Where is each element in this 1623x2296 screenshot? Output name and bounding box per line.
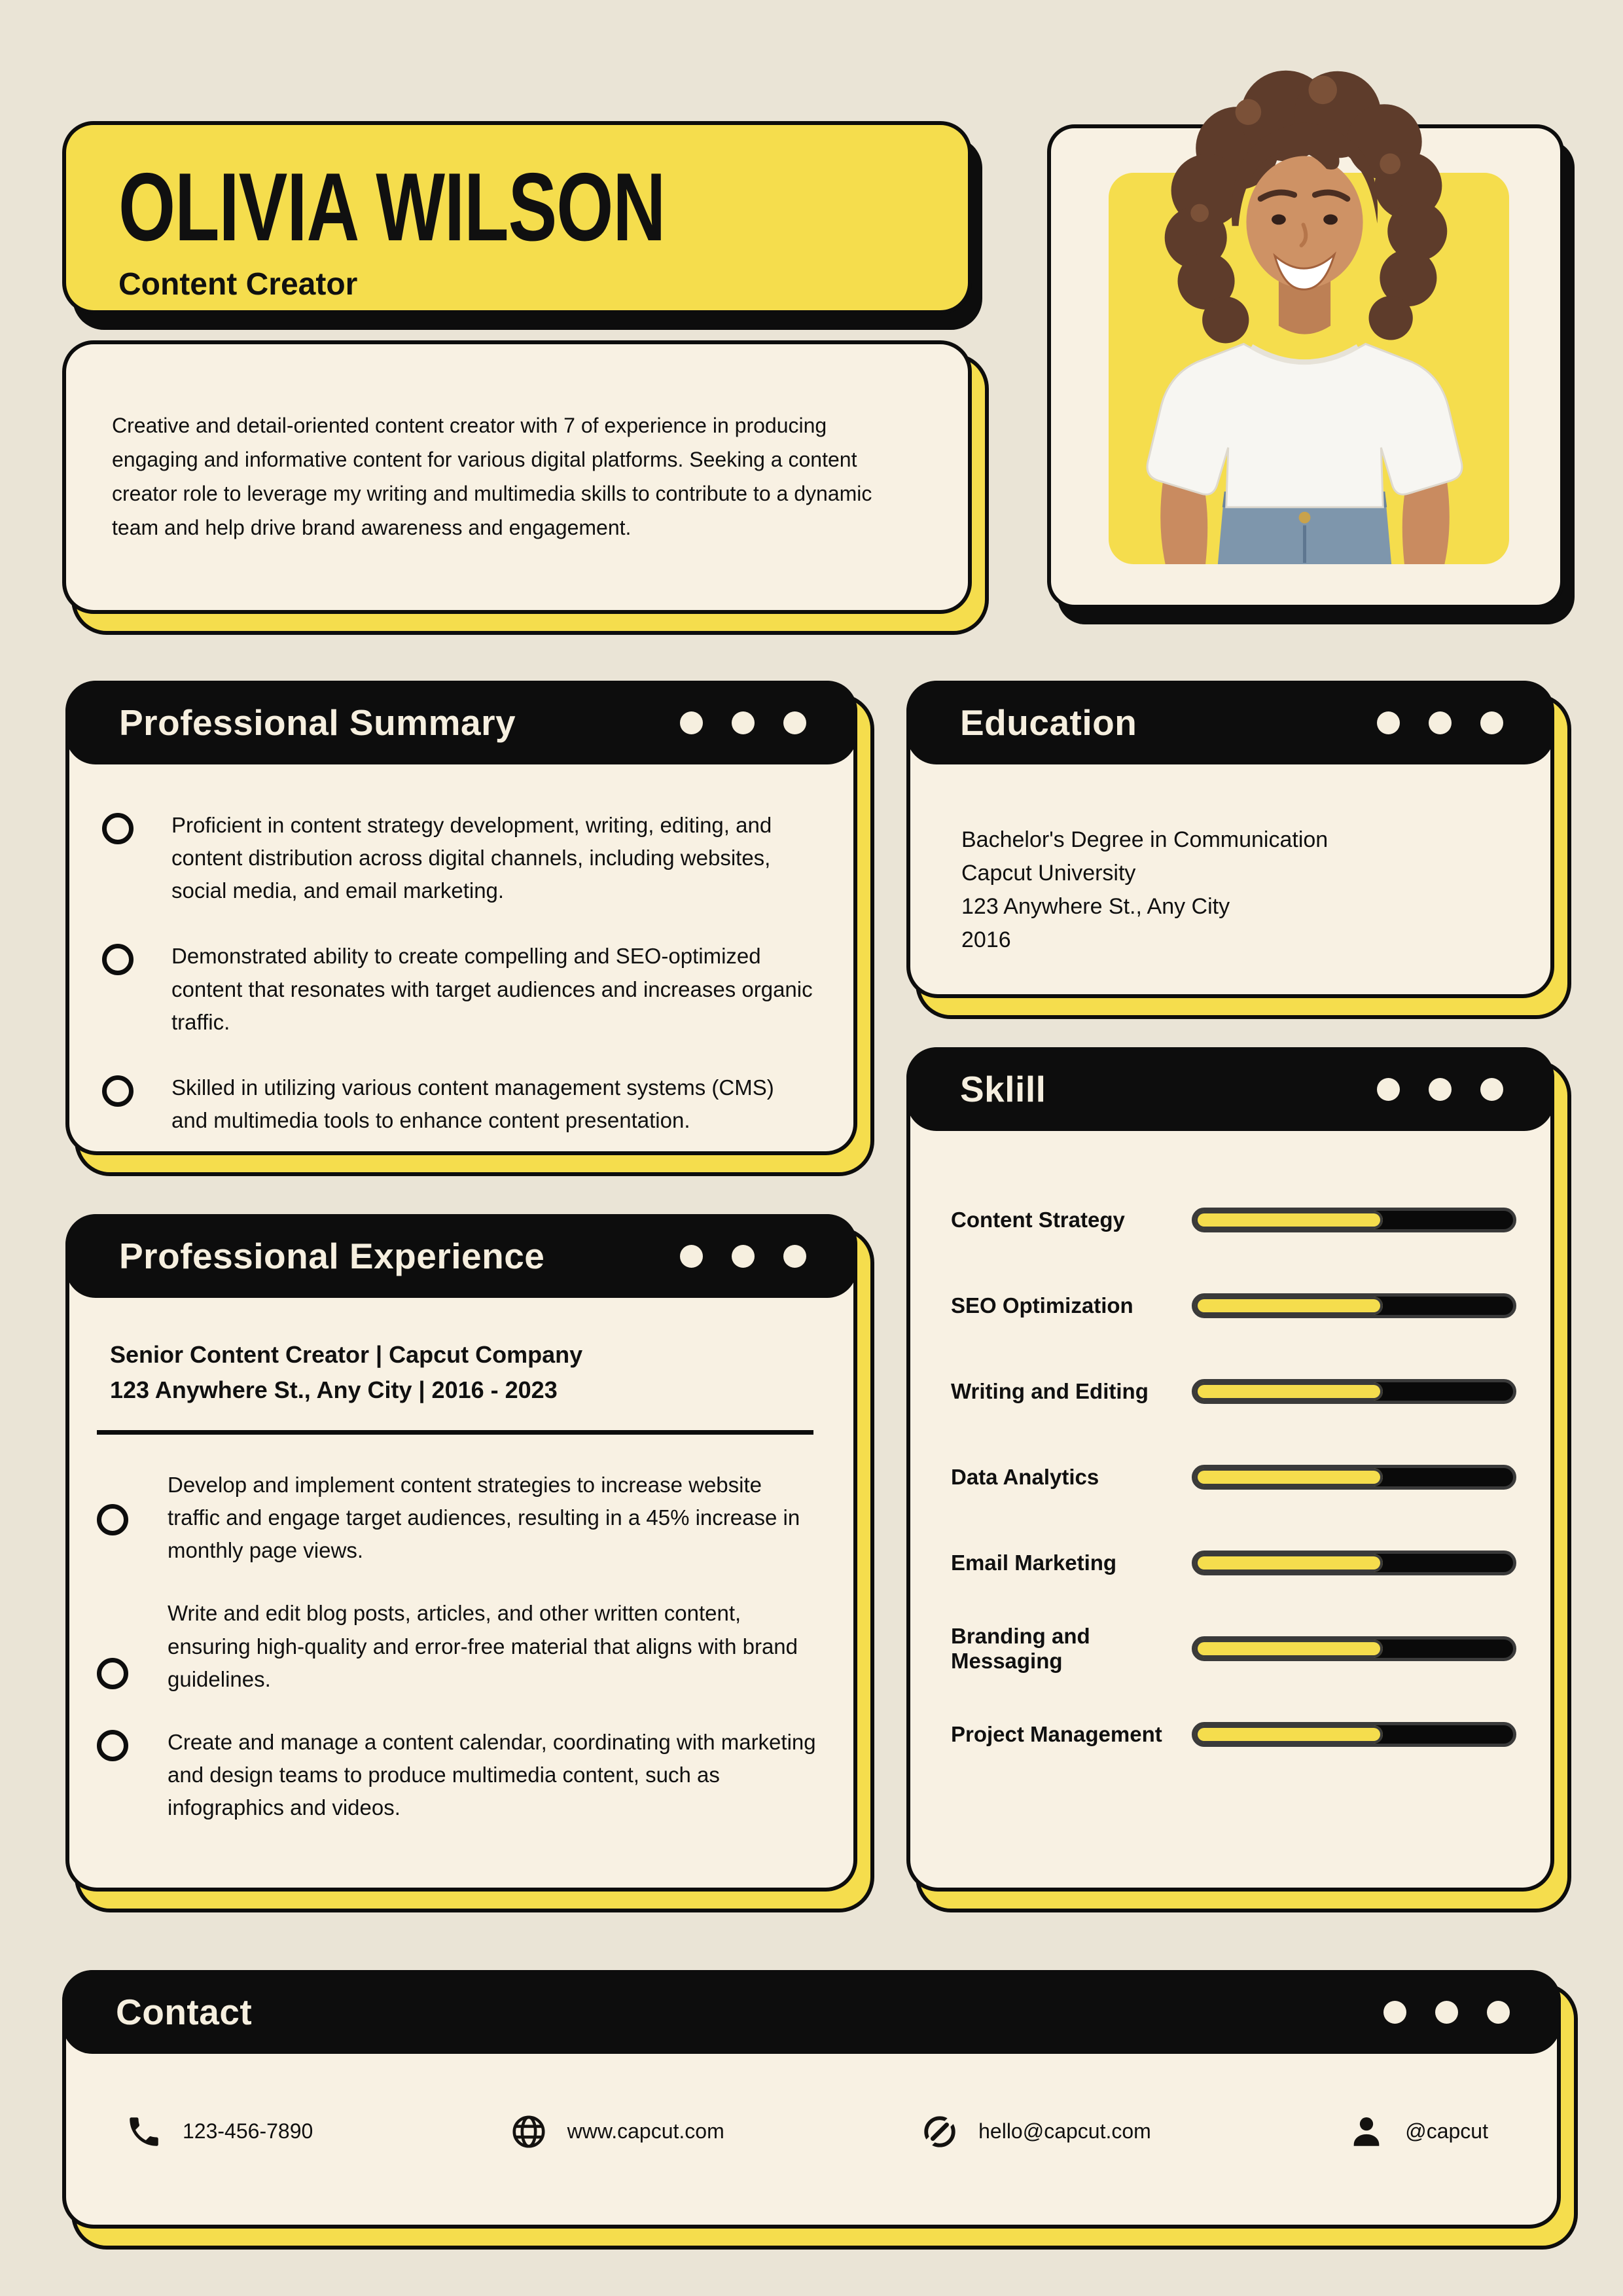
experience-bullet (97, 1469, 817, 1567)
skill-row (951, 1348, 1516, 1434)
window-dot-icon (783, 711, 806, 734)
skill-bar-fill (1195, 1211, 1383, 1229)
window-dots (680, 1245, 806, 1268)
window-dot-icon (1429, 1078, 1452, 1101)
summary-bullet (102, 1071, 815, 1137)
skill-bar-fill (1195, 1297, 1383, 1315)
window-dot-icon (1480, 1078, 1503, 1101)
contact-title: Contact (116, 1992, 253, 2032)
skill-bar (1192, 1208, 1516, 1232)
experience-role: Senior Content Creator | Capcut Company (110, 1341, 583, 1368)
education-line: Capcut University (961, 861, 1136, 886)
window-dot-icon (1487, 2001, 1510, 2024)
window-dots (1377, 711, 1503, 734)
skill-bar (1192, 1465, 1516, 1490)
experience-divider (97, 1430, 813, 1435)
professional-summary-card (65, 681, 857, 1155)
skill-row (951, 1263, 1516, 1348)
experience-bullet-text: Create and manage a content calendar, coordinating with marketing and design teams to produce multimedia content, such as infographics and videos. (168, 1729, 816, 1820)
experience-bullet-text: Develop and implement content strategies to increase website traffic and engage target audiences, resulting in a 45% increase in monthly page views. (168, 1473, 800, 1563)
education-line: 2016 (961, 927, 1011, 952)
experience-title: Professional Experience (119, 1236, 545, 1276)
skill-bar-fill (1195, 1382, 1383, 1401)
experience-bullet (97, 1597, 817, 1695)
summary-bullet-text: Skilled in utilizing various content management systems (CMS) and multimedia tools to enhance content presentation. (171, 1075, 774, 1133)
skill-label: Branding and Messaging (951, 1623, 1090, 1673)
job-title: Content Creator (118, 267, 358, 302)
skill-label: Email Marketing (951, 1550, 1117, 1575)
skill-bar-fill (1195, 1640, 1383, 1658)
link-icon (921, 2113, 959, 2151)
skill-label: Project Management (951, 1721, 1162, 1746)
skill-row (951, 1691, 1516, 1777)
window-dot-icon (1480, 711, 1503, 734)
phone-icon (125, 2113, 163, 2151)
skill-bar (1192, 1636, 1516, 1661)
title-card (62, 121, 972, 314)
window-dot-icon (1383, 2001, 1406, 2024)
skill-label: Writing and Editing (951, 1378, 1149, 1403)
contact-row (66, 2058, 1557, 2225)
summary-title: Professional Summary (119, 702, 516, 743)
page-title: OLIVIA WILSON (118, 152, 666, 261)
window-dot-icon (1429, 711, 1452, 734)
bullet-circle-icon (97, 1658, 128, 1689)
contact-text: www.capcut.com (567, 2119, 724, 2143)
window-dot-icon (732, 711, 755, 734)
skills-card (906, 1047, 1554, 1892)
window-dot-icon (680, 1245, 703, 1268)
summary-bullet (102, 809, 815, 907)
contact-header (62, 1970, 1561, 2054)
skill-bar (1192, 1551, 1516, 1575)
skill-label: Data Analytics (951, 1464, 1099, 1489)
education-title: Education (960, 702, 1137, 743)
contact-item[interactable] (510, 2113, 724, 2151)
skill-row (951, 1177, 1516, 1263)
education-line: 123 Anywhere St., Any City (961, 894, 1230, 919)
window-dot-icon (783, 1245, 806, 1268)
window-dot-icon (732, 1245, 755, 1268)
skill-row (951, 1520, 1516, 1605)
skill-row (951, 1605, 1516, 1691)
contact-item[interactable] (1347, 2113, 1488, 2151)
experience-meta: 123 Anywhere St., Any City | 2016 - 2023 (110, 1376, 558, 1403)
skill-bar (1192, 1722, 1516, 1747)
window-dots (1383, 2001, 1510, 2024)
skill-row (951, 1434, 1516, 1520)
window-dot-icon (1435, 2001, 1458, 2024)
window-dot-icon (1377, 711, 1400, 734)
window-dots (680, 711, 806, 734)
experience-bullet (97, 1726, 817, 1824)
skill-bar-fill (1195, 1468, 1383, 1486)
intro-card (62, 340, 972, 614)
bullet-circle-icon (97, 1730, 128, 1761)
photo-card (1047, 124, 1564, 609)
professional-experience-card (65, 1214, 857, 1892)
skills-header (906, 1047, 1554, 1131)
window-dot-icon (680, 711, 703, 734)
experience-bullet-text: Write and edit blog posts, articles, and other written content, ensuring high-quality and error-free material that aligns with brand guidelines. (168, 1601, 798, 1691)
contact-card (62, 1970, 1561, 2229)
education-line: Bachelor's Degree in Communication (961, 827, 1329, 852)
contact-item[interactable] (921, 2113, 1151, 2151)
contact-item[interactable] (125, 2113, 313, 2151)
experience-bullet-list (97, 1469, 817, 1824)
intro-text: Creative and detail-oriented content creator with 7 of experience in producing engaging and informative content for various digital platforms. Seeking a content creator role to leverage my writing and multimedia skills to contribute to a dynamic team and help drive brand awareness and engagement. (112, 414, 872, 539)
experience-header (65, 1214, 857, 1298)
skill-bar-fill (1195, 1554, 1383, 1572)
education-card (906, 681, 1554, 998)
skill-bar (1192, 1379, 1516, 1404)
skill-bar-fill (1195, 1725, 1383, 1744)
summary-bullet-list (102, 809, 815, 1137)
bullet-circle-icon (97, 1504, 128, 1535)
contact-text: hello@capcut.com (978, 2119, 1151, 2143)
summary-bullet-text: Proficient in content strategy development, writing, editing, and content distribution across digital channels, including websites, social media, and email marketing. (171, 813, 772, 903)
summary-bullet (102, 940, 815, 1038)
skills-title: Sklill (960, 1069, 1046, 1109)
skill-label: SEO Optimization (951, 1293, 1133, 1318)
skill-label: Content Strategy (951, 1207, 1125, 1232)
person-icon (1347, 2113, 1385, 2151)
window-dots (1377, 1078, 1503, 1101)
contact-text: 123-456-7890 (183, 2119, 313, 2143)
summary-bullet-text: Demonstrated ability to create compelling and SEO-optimized content that resonates with target audiences and increases organic traffic. (171, 944, 813, 1034)
skill-list (910, 1051, 1550, 1777)
bullet-circle-icon (102, 1075, 134, 1107)
bullet-circle-icon (102, 944, 134, 975)
profile-photo (1124, 52, 1486, 564)
bullet-circle-icon (102, 813, 134, 844)
contact-text: @capcut (1405, 2119, 1488, 2143)
window-dot-icon (1377, 1078, 1400, 1101)
tshirt (1147, 344, 1462, 507)
skill-bar (1192, 1293, 1516, 1318)
education-header (906, 681, 1554, 764)
summary-header (65, 681, 857, 764)
globe-icon (510, 2113, 548, 2151)
